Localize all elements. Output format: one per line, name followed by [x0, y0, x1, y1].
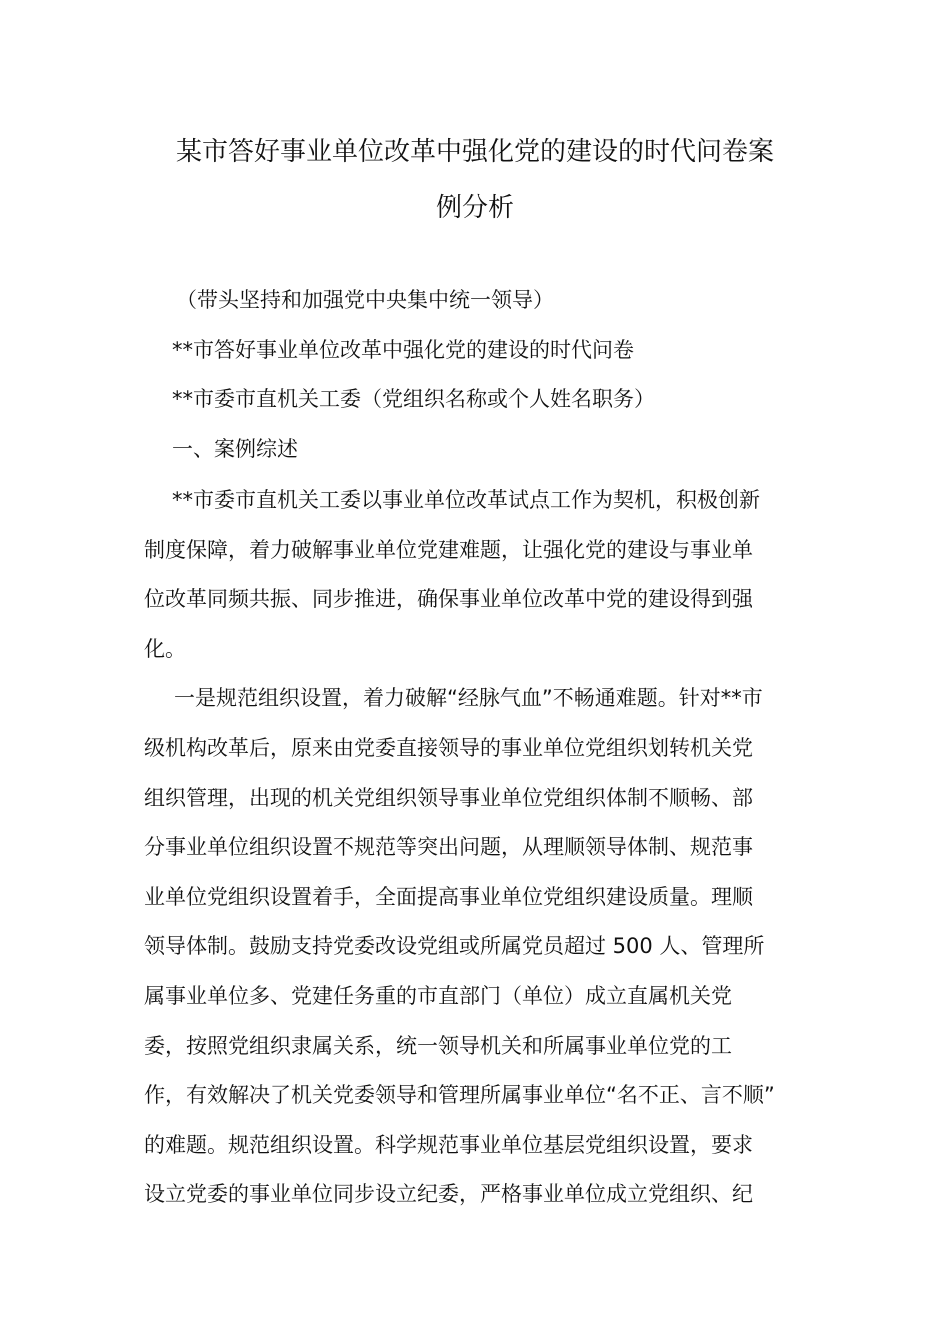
body-line: 一是规范组织设置，着力破解“经脉气血”不畅通难题。针对**市: [174, 686, 763, 711]
title-line-1: 某市答好事业单位改革中强化党的建设的时代问卷案: [175, 137, 774, 167]
body-text: [144, 476, 810, 1220]
document-title: [140, 124, 810, 236]
body-line: 领导体制。鼓励支持党委改设党组或所属党员超过 500 人、管理所: [144, 934, 765, 959]
organization-line: **市委市直机关工委（党组织名称或个人姓名职务）: [172, 387, 655, 411]
body-line: 组织管理，出现的机关党组织领导事业单位党组织体制不顺畅、部: [144, 785, 753, 810]
body-line: 属事业单位多、党建任务重的市直部门（单位）成立直属机关党: [144, 983, 732, 1008]
body-line: 设立党委的事业单位同步设立纪委，严格事业单位成立党组织、纪: [144, 1182, 753, 1207]
body-line: 位改革同频共振、同步推进，确保事业单位改革中党的建设得到强: [144, 587, 753, 612]
body-line: 级机构改革后，原来由党委直接领导的事业单位党组织划转机关党: [144, 735, 753, 760]
body-line: 作，有效解决了机关党委领导和管理所属事业单位“名不正、言不顺”: [144, 1083, 775, 1108]
body-line: 化。: [144, 636, 186, 661]
body-line: 委，按照党组织隶属关系，统一领导机关和所属事业单位党的工: [144, 1033, 732, 1058]
body-line: 分事业单位组织设置不规范等突出问题，从理顺领导体制、规范事: [144, 835, 753, 860]
subtitle: （带头坚持和加强党中央集中统一领导）: [176, 288, 554, 312]
section-heading: 一、案例综述: [172, 437, 298, 461]
title-line-2: 例分析: [435, 193, 514, 223]
body-line: 业单位党组织设置着手，全面提高事业单位党组织建设质量。理顺: [144, 884, 753, 909]
body-line: **市委市直机关工委以事业单位改革试点工作为契机，积极创新: [172, 488, 760, 512]
body-line: 的难题。规范组织设置。科学规范事业单位基层党组织设置，要求: [144, 1132, 753, 1157]
case-name: **市答好事业单位改革中强化党的建设的时代问卷: [172, 338, 634, 362]
body-line: 制度保障，着力破解事业单位党建难题，让强化党的建设与事业单: [144, 537, 753, 562]
